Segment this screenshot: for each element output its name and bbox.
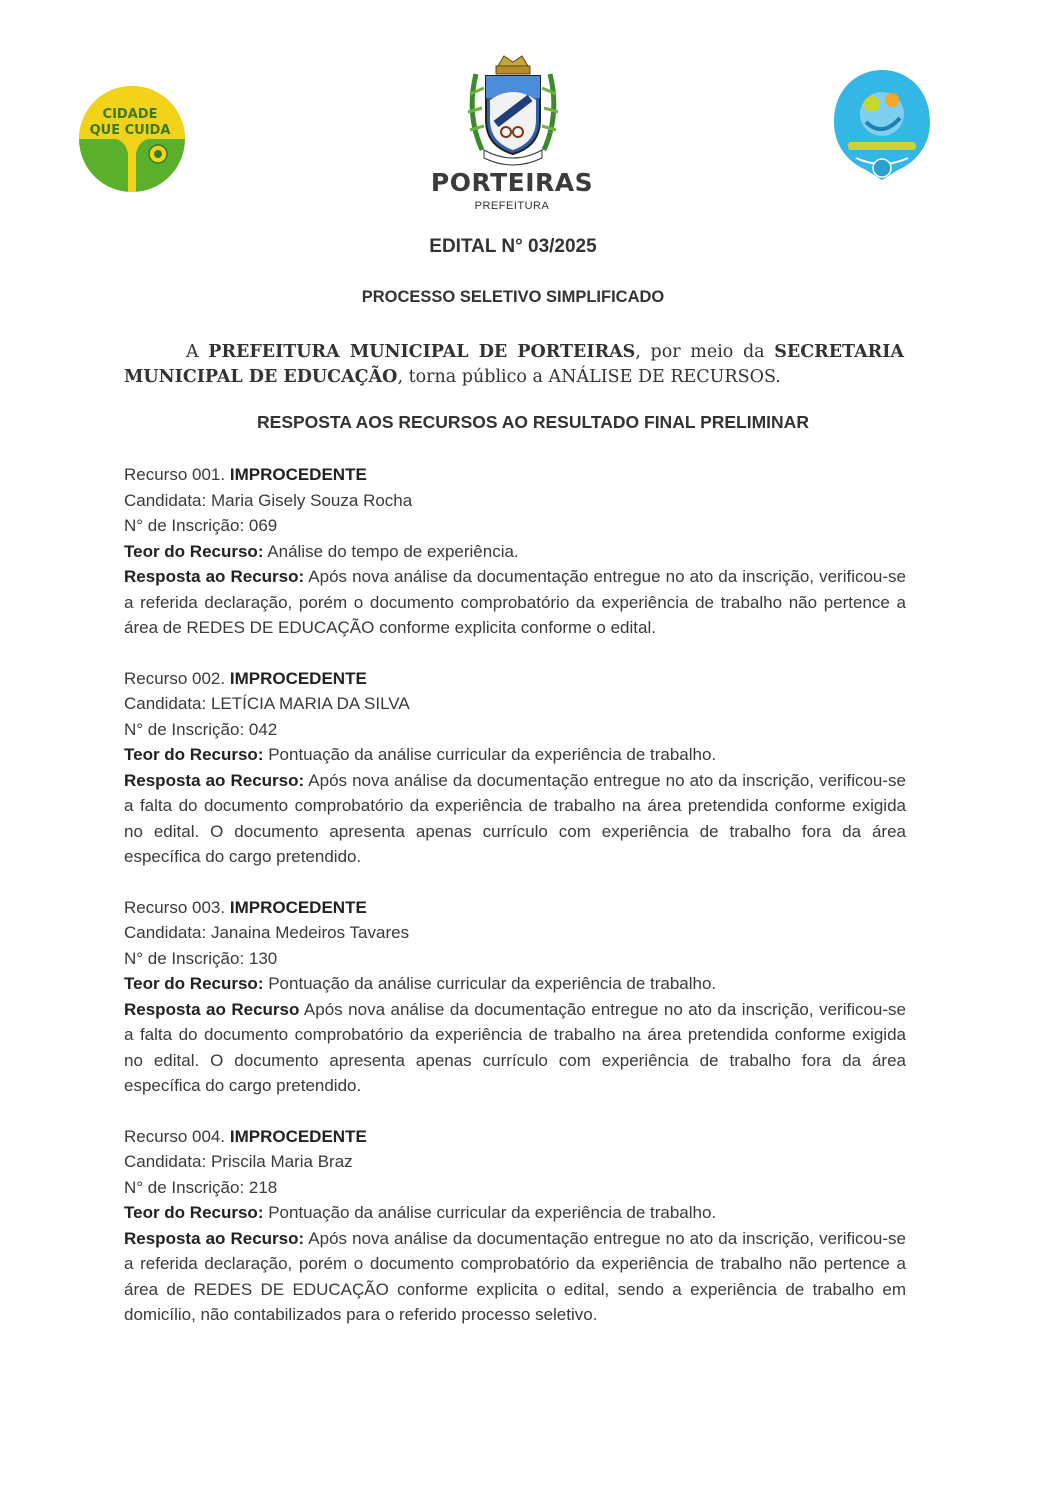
- recurso-header: [124, 1124, 906, 1150]
- recurso-status: IMPROCEDENTE: [229, 897, 367, 917]
- recurso-resposta: [124, 1226, 906, 1328]
- recurso-resposta: [124, 997, 906, 1099]
- recurso-status: IMPROCEDENTE: [229, 465, 367, 484]
- porteiras-coat-of-arms: [456, 54, 570, 170]
- recurso-item: [124, 1124, 906, 1328]
- resposta-text: Após nova análise da documentação entregue no ato da inscrição, verificou-se a referida declaração, porém o documento comprobatório da experiência de trabalho não pertence a área de REDES DE EDUCAÇÃO conforme explicita o edital, sendo a experiência de trabalho em domicílio, não contabilizados para o referido processo seletivo.: [124, 1228, 906, 1324]
- intro-text-2: , por meio da: [635, 342, 775, 362]
- cidade-logo-text-1: CIDADE: [102, 107, 158, 122]
- recurso-item: [124, 462, 906, 641]
- recurso-teor: [124, 1200, 906, 1226]
- recurso-teor: [124, 742, 906, 768]
- recurso-resposta: [124, 768, 906, 870]
- porteiras-brand-name: PORTEIRAS: [430, 168, 594, 197]
- recurso-status: IMPROCEDENTE: [229, 668, 367, 688]
- recurso-header: [124, 666, 906, 692]
- resposta-label: Resposta ao Recurso:: [124, 567, 305, 586]
- recurso-inscricao: N° de Inscrição: 042: [124, 719, 278, 739]
- recurso-number: Recurso 002.: [124, 668, 230, 688]
- recurso-item: [124, 895, 906, 1099]
- resposta-text: Após nova análise da documentação entregue no ato da inscrição, verificou-se a referida declaração, porém o documento comprobatório da experiência de trabalho não pertence a área de REDES DE EDUCAÇÃO conforme explicita conforme o edital.: [124, 567, 906, 637]
- porteiras-brand-subtitle: PREFEITURA: [474, 200, 550, 212]
- teor-text: Pontuação da análise curricular da experiência de trabalho.: [263, 1203, 717, 1222]
- recurso-candidata: Candidata: LETÍCIA MARIA DA SILVA: [124, 694, 410, 713]
- recurso-item: [124, 666, 906, 870]
- cidade-logo-text-2: QUE CUIDA: [89, 123, 171, 138]
- intro-secretaria: SECRETARIA MUNICIPAL DE EDUCAÇÃO: [124, 342, 904, 387]
- recurso-number: Recurso 003.: [124, 897, 230, 917]
- recurso-candidata: Candidata: Maria Gisely Souza Rocha: [124, 490, 413, 510]
- intro-paragraph: [124, 340, 904, 390]
- intro-text-3: , torna público a ANÁLISE DE RECURSOS.: [397, 367, 781, 387]
- resposta-text: Após nova análise da documentação entregue no ato da inscrição, verificou-se a falta do documento comprobatório da experiência de trabalho na área pretendida conforme exigida no edital. O documento apresenta apenas currículo com experiência de trabalho fora da área específica do cargo pretendido.: [124, 770, 906, 866]
- recurso-candidata: Candidata: Priscila Maria Braz: [124, 1152, 353, 1171]
- resposta-text: Após nova análise da documentação entregue no ato da inscrição, verificou-se a falta do documento comprobatório da experiência de trabalho na área pretendida conforme exigida no edital. O documento apresenta apenas currículo com experiência de trabalho fora da área específica do cargo pretendido.: [124, 999, 906, 1095]
- selo-unicef-logo: [826, 66, 938, 184]
- recurso-number: Recurso 001.: [124, 465, 230, 484]
- teor-text: Pontuação da análise curricular da experiência de trabalho.: [263, 974, 717, 993]
- resposta-section-title: RESPOSTA AOS RECURSOS AO RESULTADO FINAL PRELIMINAR: [257, 412, 809, 432]
- intro-prefeitura: PREFEITURA MUNICIPAL DE PORTEIRAS: [208, 342, 636, 362]
- recurso-teor: [124, 971, 906, 997]
- recurso-candidata: Candidata: Janaina Medeiros Tavares: [124, 923, 410, 942]
- resposta-label: Resposta ao Recurso:: [124, 770, 305, 790]
- recurso-header: [124, 462, 906, 488]
- teor-label: Teor do Recurso:: [124, 541, 264, 561]
- teor-text: Análise do tempo de experiência.: [263, 541, 519, 561]
- teor-label: Teor do Recurso:: [124, 974, 264, 993]
- recurso-inscricao: N° de Inscrição: 069: [124, 516, 278, 535]
- edital-title: EDITAL N° 03/2025: [429, 236, 597, 257]
- teor-label: Teor do Recurso:: [124, 745, 264, 764]
- processo-title: PROCESSO SELETIVO SIMPLIFICADO: [361, 288, 665, 306]
- teor-text: Pontuação da análise curricular da experiência de trabalho.: [263, 745, 717, 764]
- recurso-header: [124, 895, 906, 921]
- cidade-que-cuida-logo: [78, 84, 186, 194]
- recurso-resposta: [124, 564, 906, 641]
- resposta-label: Resposta ao Recurso:: [124, 1228, 305, 1248]
- recurso-teor: [124, 539, 906, 565]
- recurso-inscricao: N° de Inscrição: 218: [124, 1177, 278, 1197]
- recurso-number: Recurso 004.: [124, 1126, 230, 1146]
- recurso-inscricao: N° de Inscrição: 130: [124, 948, 278, 968]
- teor-label: Teor do Recurso:: [124, 1203, 264, 1222]
- recurso-status: IMPROCEDENTE: [229, 1126, 367, 1146]
- intro-text-1: A: [186, 342, 209, 362]
- resposta-label: Resposta ao Recurso: [124, 999, 300, 1019]
- recursos-list: [124, 462, 906, 1328]
